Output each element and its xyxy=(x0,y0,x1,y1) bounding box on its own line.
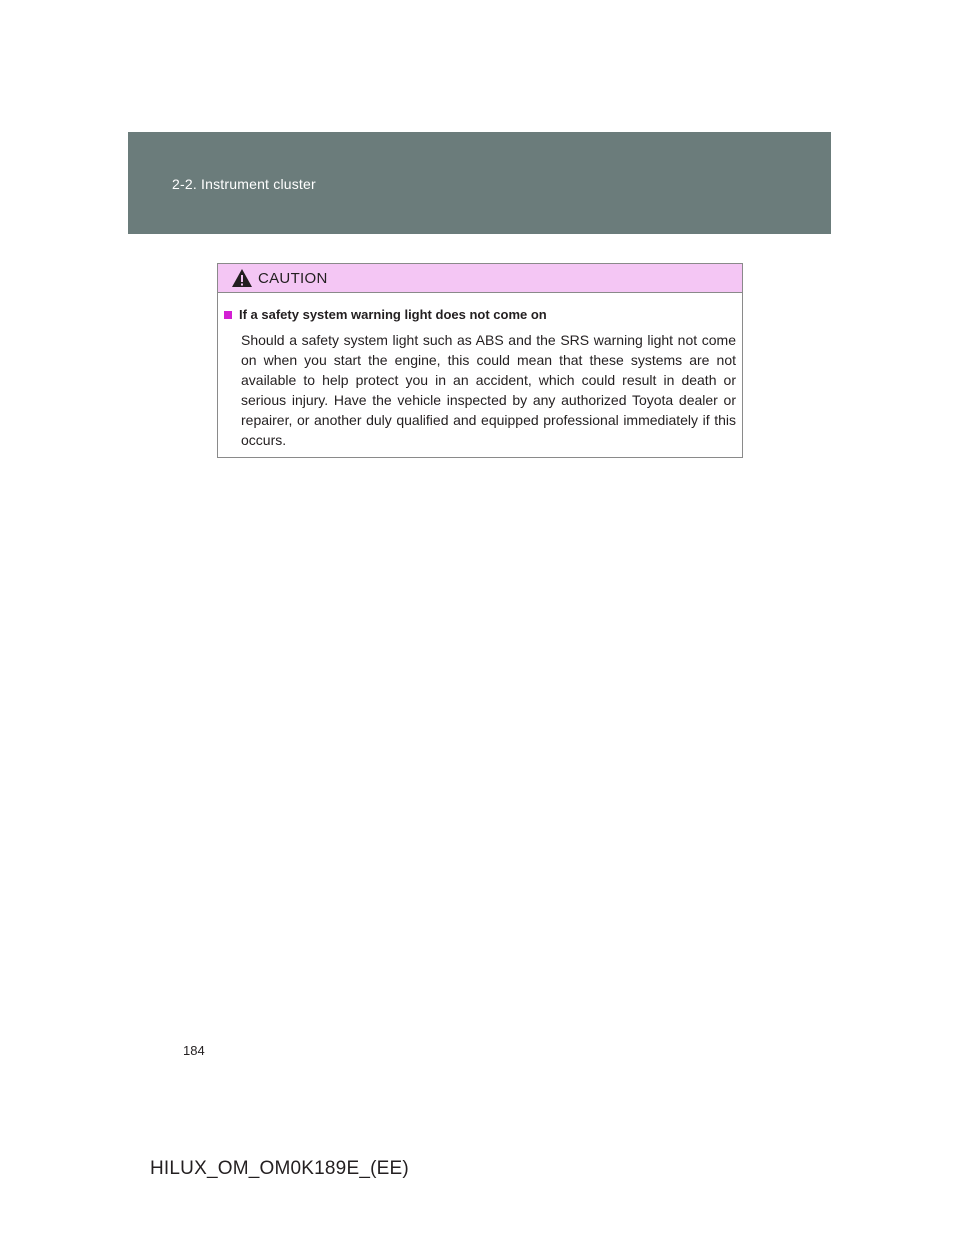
caution-subheading xyxy=(224,307,736,322)
caution-label: CAUTION xyxy=(258,270,328,287)
page-number: 184 xyxy=(183,1043,205,1058)
caution-subheading-text: If a safety system warning light does not come on xyxy=(239,307,547,322)
bullet-square-icon xyxy=(224,311,232,319)
document-code: HILUX_OM_OM0K189E_(EE) xyxy=(150,1158,409,1179)
section-title: 2-2. Instrument cluster xyxy=(172,176,316,192)
caution-paragraph: Should a safety system light such as ABS and the SRS warning light not come on when you start the engine, this could mean that these systems are not available to help protect you in an accident, which could result in death or serious injury. Have the vehicle inspected by any authorized Toyota dealer or repairer, or another duly qualified and equipped professional immediately if this occurs. xyxy=(241,332,736,448)
caution-box xyxy=(217,263,743,458)
caution-header xyxy=(218,264,742,293)
header-band xyxy=(128,132,831,234)
caution-body xyxy=(218,293,742,450)
warning-triangle-icon xyxy=(231,268,253,288)
